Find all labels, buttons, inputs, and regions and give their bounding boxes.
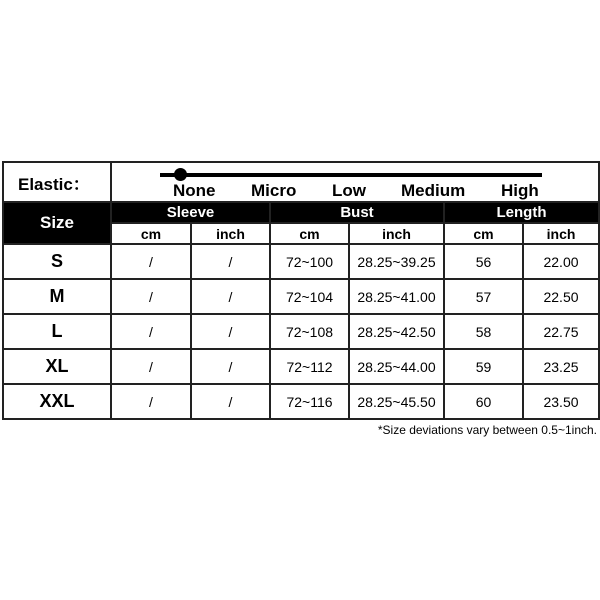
sleeve-inch-cell: / <box>191 384 270 419</box>
bust-cm-cell: 72~112 <box>270 349 349 384</box>
bust-inch-cell: 28.25~44.00 <box>349 349 444 384</box>
length-header: Length <box>444 202 599 223</box>
length-cm-cell: 58 <box>444 314 523 349</box>
size-cell: S <box>3 244 111 279</box>
size-deviation-note: *Size deviations vary between 0.5~1inch. <box>377 423 597 437</box>
bust-cm-cell: 72~116 <box>270 384 349 419</box>
elastic-level-none: None <box>173 181 216 200</box>
length-inch-cell: 22.75 <box>523 314 599 349</box>
length-inch-header: inch <box>523 223 599 244</box>
sleeve-inch-cell: / <box>191 244 270 279</box>
bust-inch-cell: 28.25~41.00 <box>349 279 444 314</box>
bust-header: Bust <box>270 202 444 223</box>
sleeve-inch-header: inch <box>191 223 270 244</box>
table-row <box>3 349 599 384</box>
length-cm-cell: 59 <box>444 349 523 384</box>
elastic-label: Elastic： <box>3 162 111 202</box>
size-table <box>2 161 600 420</box>
size-cell: XXL <box>3 384 111 419</box>
bust-inch-cell: 28.25~42.50 <box>349 314 444 349</box>
sleeve-inch-cell: / <box>191 279 270 314</box>
table-row <box>3 314 599 349</box>
elastic-level-micro: Micro <box>251 181 297 200</box>
elastic-selected-marker <box>174 168 187 181</box>
elastic-scale-line <box>160 173 542 177</box>
size-header: Size <box>3 202 111 244</box>
length-cm-cell: 60 <box>444 384 523 419</box>
length-inch-cell: 22.00 <box>523 244 599 279</box>
sleeve-cm-cell: / <box>111 314 191 349</box>
sleeve-cm-cell: / <box>111 244 191 279</box>
bust-inch-cell: 28.25~39.25 <box>349 244 444 279</box>
size-cell: L <box>3 314 111 349</box>
table-row <box>3 384 599 419</box>
length-cm-cell: 56 <box>444 244 523 279</box>
sleeve-header: Sleeve <box>111 202 270 223</box>
bust-cm-cell: 72~100 <box>270 244 349 279</box>
size-cell: XL <box>3 349 111 384</box>
sleeve-cm-header: cm <box>111 223 191 244</box>
elastic-scale <box>111 162 599 202</box>
size-chart <box>2 161 598 420</box>
length-inch-cell: 22.50 <box>523 279 599 314</box>
sleeve-inch-cell: / <box>191 349 270 384</box>
length-inch-cell: 23.50 <box>523 384 599 419</box>
sleeve-cm-cell: / <box>111 384 191 419</box>
table-row <box>3 244 599 279</box>
bust-cm-header: cm <box>270 223 349 244</box>
bust-cm-cell: 72~108 <box>270 314 349 349</box>
bust-cm-cell: 72~104 <box>270 279 349 314</box>
table-row <box>3 279 599 314</box>
length-cm-cell: 57 <box>444 279 523 314</box>
elastic-level-medium: Medium <box>401 181 466 200</box>
size-cell: M <box>3 279 111 314</box>
bust-inch-cell: 28.25~45.50 <box>349 384 444 419</box>
elastic-level-low: Low <box>332 181 366 200</box>
sleeve-cm-cell: / <box>111 349 191 384</box>
length-cm-header: cm <box>444 223 523 244</box>
sleeve-inch-cell: / <box>191 314 270 349</box>
length-inch-cell: 23.25 <box>523 349 599 384</box>
bust-inch-header: inch <box>349 223 444 244</box>
sleeve-cm-cell: / <box>111 279 191 314</box>
elastic-level-high: High <box>501 181 539 200</box>
